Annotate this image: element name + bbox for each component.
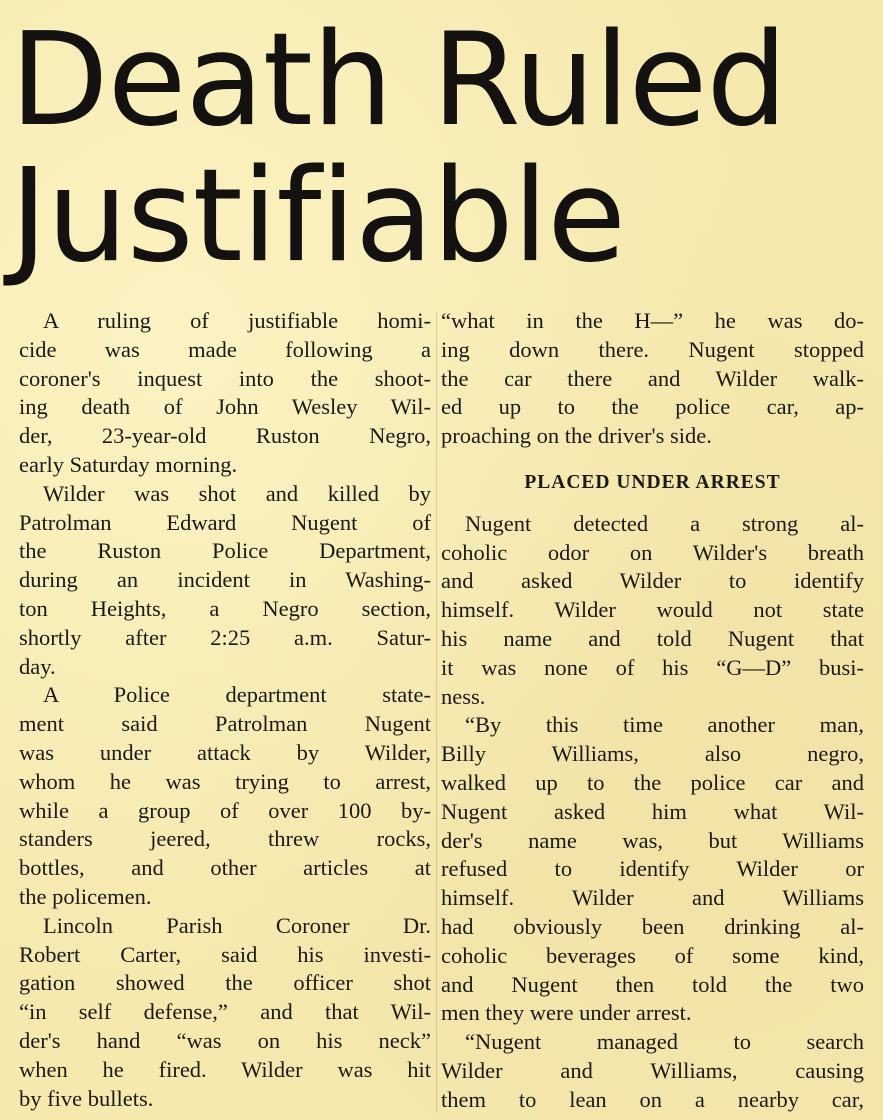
article-column-2 (441, 307, 864, 1115)
article-line: Billy Williams, also negro, (441, 741, 864, 767)
article-line: gation showed the officer shot (19, 970, 431, 996)
headline-line-1: Death Ruled (10, 6, 787, 155)
article-line: ton Heights, a Negro section, (19, 595, 431, 621)
article-line: while a group of over 100 by- (19, 797, 431, 823)
article-line: A ruling of justifiable homi- (43, 308, 431, 333)
article-line: Lincoln Parish Coroner Dr. (43, 912, 431, 938)
article-line: it was none of his “G—D” busi- (441, 654, 864, 680)
section-subhead: PLACED UNDER ARREST (524, 471, 781, 493)
article-line: Patrolman Edward Nugent of (19, 509, 431, 535)
article-line: day. (19, 653, 56, 679)
article-line: was under attack by Wilder, (19, 739, 431, 765)
article-line: cide was made following a (19, 336, 431, 362)
article-line: der, 23-year-old Ruston Negro, (19, 423, 431, 449)
article-line: coholic odor on Wilder's breath (441, 539, 864, 565)
article-line: der's name was, but Williams (441, 827, 864, 853)
article-line: walked up to the police car and (441, 769, 864, 795)
article-line: Wilder was shot and killed by (43, 480, 431, 506)
headline-line-2: Justifiable (10, 142, 625, 291)
article-line: Nugent detected a strong al- (465, 510, 864, 536)
article-line: “what in the H—” he was do- (441, 308, 864, 333)
article-line: der's hand “was on his neck” (19, 1027, 431, 1053)
column-divider (436, 312, 437, 1112)
article-line: shortly after 2:25 a.m. Satur- (19, 624, 431, 650)
article-line: coroner's inquest into the shoot- (19, 365, 431, 391)
article-line: early Saturday morning. (19, 451, 238, 477)
article-line: himself. Wilder would not state (441, 597, 864, 623)
article-line: his name and told Nugent that (441, 625, 864, 651)
article-line: them to lean on a nearby car, (441, 1086, 864, 1112)
article-line: ment said Patrolman Nugent (19, 711, 431, 737)
article-line: when he fired. Wilder was hit (19, 1056, 431, 1082)
article-line: ing death of John Wesley Wil- (19, 394, 431, 420)
article-line: “By this time another man, (465, 712, 864, 738)
article-line: “in self defense,” and that Wil- (19, 999, 431, 1025)
article-line: and Nugent then told the two (441, 971, 864, 997)
article-line: ed up to the police car, ap- (441, 394, 864, 420)
article-line: standers jeered, threw rocks, (19, 826, 431, 852)
article-line: the policemen. (19, 883, 152, 909)
article-line: during an incident in Washing- (19, 567, 431, 593)
article-line: refused to identify Wilder or (441, 856, 864, 882)
article-line: ness. (441, 683, 486, 709)
article-line: Nugent asked him what Wil- (441, 798, 864, 824)
article-column-1 (19, 307, 431, 1113)
article-line: ing down there. Nugent stopped (441, 336, 864, 362)
article-line: men they were under arrest. (441, 1000, 692, 1026)
article-line: the car there and Wilder walk- (441, 365, 864, 391)
article-line: Robert Carter, said his investi- (19, 941, 431, 967)
article-line: and asked Wilder to identify (441, 568, 864, 594)
article-line: proaching on the driver's side. (441, 423, 712, 449)
article-line: bottles, and other articles at (19, 855, 431, 881)
article-line: the Ruston Police Department, (19, 538, 431, 564)
article-line: A Police department state- (43, 682, 431, 708)
article-line: had obviously been drinking al- (441, 913, 864, 939)
article-line: himself. Wilder and Williams (441, 885, 864, 911)
article-line: by five bullets. (19, 1085, 154, 1111)
article-line: whom he was trying to arrest, (19, 768, 431, 794)
article-line: coholic beverages of some kind, (441, 942, 864, 968)
article-line: “Nugent managed to search (465, 1029, 864, 1055)
article-line: Wilder and Williams, causing (441, 1057, 864, 1083)
